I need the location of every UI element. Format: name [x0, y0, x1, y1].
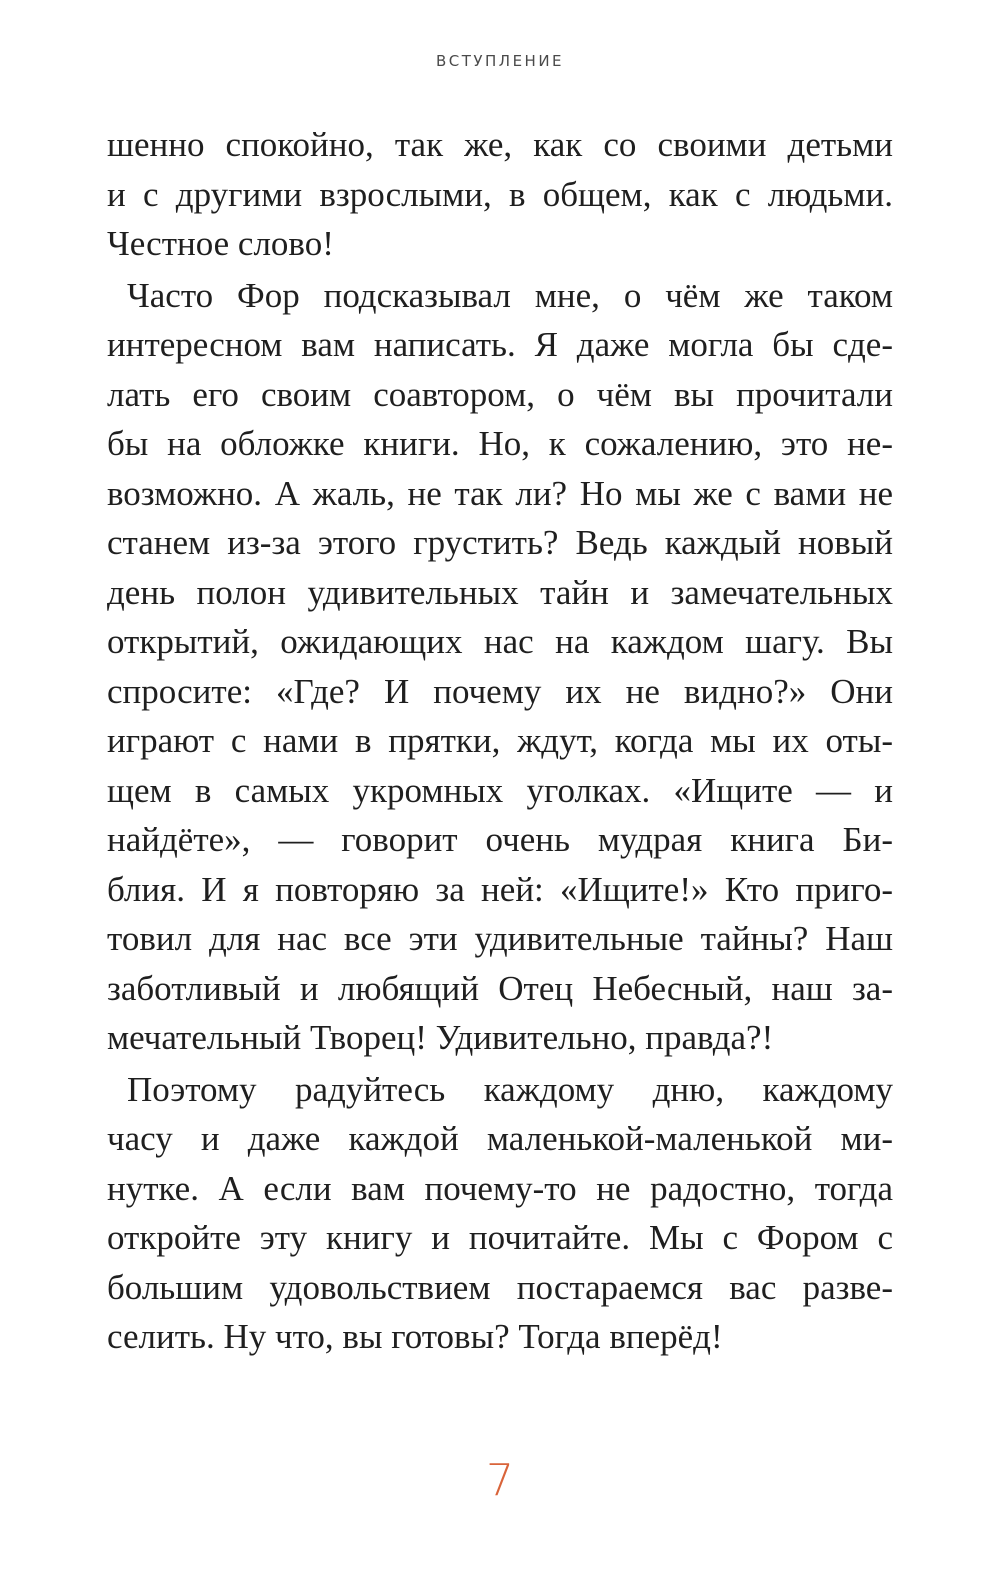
text-line: возможно. А жаль, не так ли? Но мы же с вами не: [107, 473, 893, 513]
paragraph: [107, 120, 893, 269]
text-line: Часто Фор подсказывал мне, о чём же таком: [127, 275, 893, 315]
text-line: Честное слово!: [107, 224, 334, 263]
text-line: играют с нами в прятки, ждут, когда мы их оты-: [107, 721, 893, 760]
text-line: блия. И я повторяю за ней: «Ищите!» Кто приго-: [107, 869, 893, 909]
page-body: [107, 120, 893, 1362]
text-line: станем из-за этого грустить? Ведь каждый новый: [107, 523, 893, 562]
text-line: товил для нас все эти удивительные тайны? Наш: [107, 919, 893, 958]
text-line: откройте эту книгу и почитайте. Мы с Фором с: [107, 1218, 893, 1257]
paragraph: [107, 271, 893, 1063]
text-line: часу и даже каждой маленькой-маленькой ми-: [107, 1119, 893, 1158]
text-line: открытий, ожидающих нас на каждом шагу. Вы: [107, 622, 893, 661]
text-line: мечательный Творец! Удивительно, правда?!: [107, 1018, 774, 1057]
text-line: интересном вам написать. Я даже могла бы сде-: [107, 325, 893, 364]
text-line: заботливый и любящий Отец Небесный, наш за-: [107, 968, 893, 1008]
text-line: спросите: «Где? И почему их не видно?» Они: [107, 671, 893, 711]
text-line: день полон удивительных тайн и замечательных: [107, 572, 893, 612]
text-line: щем в самых укромных уголках. «Ищите — и: [107, 770, 893, 810]
text-line: и с другими взрослыми, в общем, как с людьми.: [107, 174, 893, 214]
text-line: селить. Ну что, вы готовы? Тогда вперёд!: [107, 1317, 723, 1356]
text-line: бы на обложке книги. Но, к сожалению, это не-: [107, 424, 893, 463]
paragraph: [107, 1065, 893, 1362]
text-line: большим удовольствием постараемся вас разве-: [107, 1267, 893, 1307]
running-header: ВСТУПЛЕНИЕ: [435, 52, 565, 70]
text-line: лать его своим соавтором, о чём вы прочитали: [107, 374, 893, 414]
text-line: шенно спокойно, так же, как со своими детьми: [107, 125, 893, 164]
page-number: 7: [486, 1455, 514, 1506]
text-line: нутке. А если вам почему-то не радостно, тогда: [107, 1168, 893, 1208]
text-line: Поэтому радуйтесь каждому дню, каждому: [127, 1069, 893, 1109]
text-line: найдёте», — говорит очень мудрая книга Би-: [107, 820, 893, 859]
